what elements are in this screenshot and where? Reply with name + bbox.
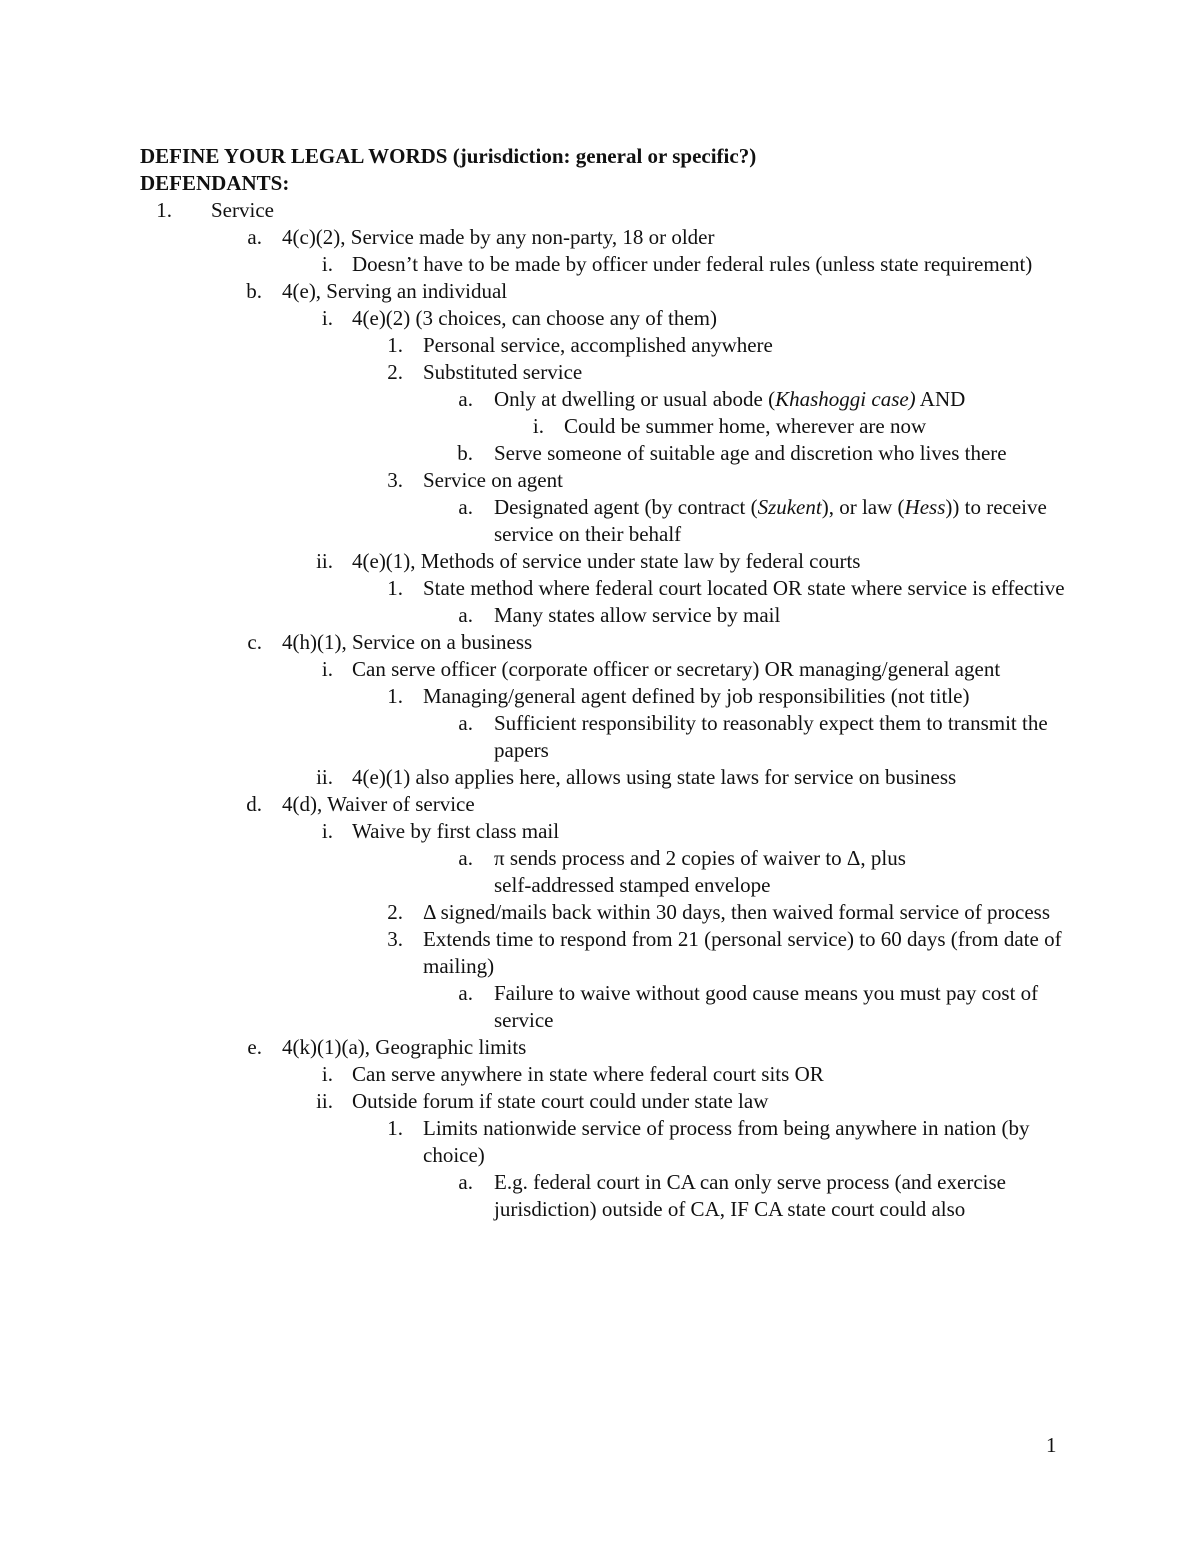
outline-marker: b. (246, 279, 262, 303)
outline-text: Serve someone of suitable age and discretion who lives there (494, 441, 1007, 465)
outline-marker: a. (458, 846, 473, 870)
outline-item (140, 926, 1080, 980)
outline-marker: 1. (387, 684, 403, 708)
outline-marker: ii. (316, 765, 333, 789)
text-line: π sends process and 2 copies of waiver to Δ, plus (494, 846, 906, 870)
outline-text: Managing/general agent defined by job responsibilities (not title) (423, 684, 970, 708)
outline-text: Can serve officer (corporate officer or secretary) OR managing/general agent (352, 657, 1001, 681)
outline-item (140, 548, 1080, 575)
outline-text: Outside forum if state court could under state law (352, 1089, 769, 1113)
outline-item (140, 386, 1080, 413)
outline-text (494, 494, 1080, 548)
outline-marker: d. (246, 792, 262, 816)
outline-text: E.g. federal court in CA can only serve process (and exercise jurisdiction) outside of CA, IF CA state court could also (494, 1170, 1006, 1221)
outline-text: Personal service, accomplished anywhere (423, 333, 773, 357)
outline-text (494, 386, 1080, 413)
outline-list (140, 197, 1080, 1223)
outline-text: 4(e), Serving an individual (282, 279, 508, 303)
outline-text: 4(d), Waiver of service (282, 792, 475, 816)
outline-text: State method where federal court located OR state where service is effective (423, 576, 1065, 600)
text-segment: AND (915, 387, 966, 411)
outline-marker: i. (321, 1062, 333, 1086)
outline-item (140, 980, 1080, 1034)
outline-text: Many states allow service by mail (494, 603, 781, 627)
outline-item (140, 575, 1080, 602)
outline-item (140, 1088, 1080, 1115)
outline-item (140, 1169, 1080, 1223)
outline-marker: a. (458, 387, 473, 411)
outline-item (140, 629, 1080, 656)
outline-marker: i. (321, 819, 333, 843)
outline-marker: 1. (387, 1116, 403, 1140)
outline-item (140, 332, 1080, 359)
outline-item (140, 791, 1080, 818)
outline-item (140, 1061, 1080, 1088)
outline-text: Sufficient responsibility to reasonably expect them to transmit the papers (494, 711, 1048, 762)
outline-marker: a. (458, 603, 473, 627)
case-name: Szukent (757, 495, 822, 519)
outline-text: Extends time to respond from 21 (personal service) to 60 days (from date of mailing) (423, 927, 1062, 978)
outline-marker: c. (247, 630, 262, 654)
outline-item (140, 899, 1080, 926)
outline-item (140, 656, 1080, 683)
outline-item (140, 683, 1080, 710)
case-name: Hess (904, 495, 946, 519)
outline-text: Limits nationwide service of process from being anywhere in nation (by choice) (423, 1116, 1030, 1167)
outline-item (140, 224, 1080, 251)
outline-text: 4(e)(1), Methods of service under state law by federal courts (352, 549, 861, 573)
outline-text: Failure to waive without good cause means you must pay cost of service (494, 981, 1039, 1032)
text-segment: )) to receive service on their behalf (494, 495, 1047, 546)
text-segment: Designated agent (by contract ( (494, 495, 758, 519)
outline-item (140, 197, 1080, 224)
outline-text: Δ signed/mails back within 30 days, then waived formal service of process (423, 900, 1051, 924)
outline-marker: i. (321, 657, 333, 681)
text-segment: ), or law ( (821, 495, 905, 519)
outline-marker: 1. (156, 198, 172, 222)
outline-item (140, 1034, 1080, 1061)
outline-text: Service on agent (423, 468, 563, 492)
outline-marker: b. (457, 441, 473, 465)
text-segment: Only at dwelling or usual abode ( (494, 387, 776, 411)
outline-text: Substituted service (423, 360, 583, 384)
outline-text: 4(e)(2) (3 choices, can choose any of them) (352, 306, 718, 330)
outline-marker: 1. (387, 576, 403, 600)
outline-item (140, 359, 1080, 386)
outline-marker: ii. (316, 549, 333, 573)
outline-text (494, 845, 1080, 899)
document-body (140, 143, 1080, 1223)
page-number: 1 (1046, 1433, 1057, 1457)
outline-item (140, 845, 1080, 899)
outline-item (140, 467, 1080, 494)
outline-text: Can serve anywhere in state where federal court sits OR (352, 1062, 824, 1086)
text-line: self-addressed stamped envelope (494, 873, 771, 897)
outline-marker: 3. (387, 927, 403, 951)
outline-marker: 3. (387, 468, 403, 492)
outline-item (140, 440, 1080, 467)
outline-item (140, 764, 1080, 791)
outline-item (140, 494, 1080, 548)
outline-marker: e. (247, 1035, 262, 1059)
outline-text: 4(k)(1)(a), Geographic limits (282, 1035, 527, 1059)
outline-item (140, 305, 1080, 332)
outline-marker: a. (247, 225, 262, 249)
outline-marker: i. (321, 306, 333, 330)
outline-text: 4(h)(1), Service on a business (282, 630, 533, 654)
outline-item (140, 818, 1080, 845)
outline-marker: a. (458, 981, 473, 1005)
outline-text: Could be summer home, wherever are now (564, 414, 927, 438)
outline-text: 4(c)(2), Service made by any non-party, 18 or older (282, 225, 715, 249)
section-heading: DEFENDANTS: (140, 171, 290, 195)
document-title: DEFINE YOUR LEGAL WORDS (jurisdiction: general or specific?) (140, 144, 757, 168)
outline-item (140, 602, 1080, 629)
case-name: Khashoggi case) (775, 387, 916, 411)
outline-text: Doesn’t have to be made by officer under federal rules (unless state requirement) (352, 252, 1033, 276)
outline-text: Waive by first class mail (352, 819, 560, 843)
outline-item (140, 413, 1080, 440)
outline-item (140, 710, 1080, 764)
outline-marker: 2. (387, 900, 403, 924)
outline-marker: a. (458, 495, 473, 519)
outline-marker: ii. (316, 1089, 333, 1113)
outline-item (140, 251, 1080, 278)
outline-text: 4(e)(1) also applies here, allows using state laws for service on business (352, 765, 957, 789)
outline-item (140, 1115, 1080, 1169)
outline-marker: a. (458, 1170, 473, 1194)
outline-marker: i. (321, 252, 333, 276)
outline-marker: a. (458, 711, 473, 735)
outline-marker: i. (532, 414, 544, 438)
outline-text: Service (211, 198, 274, 222)
outline-marker: 2. (387, 360, 403, 384)
outline-item (140, 278, 1080, 305)
outline-marker: 1. (387, 333, 403, 357)
